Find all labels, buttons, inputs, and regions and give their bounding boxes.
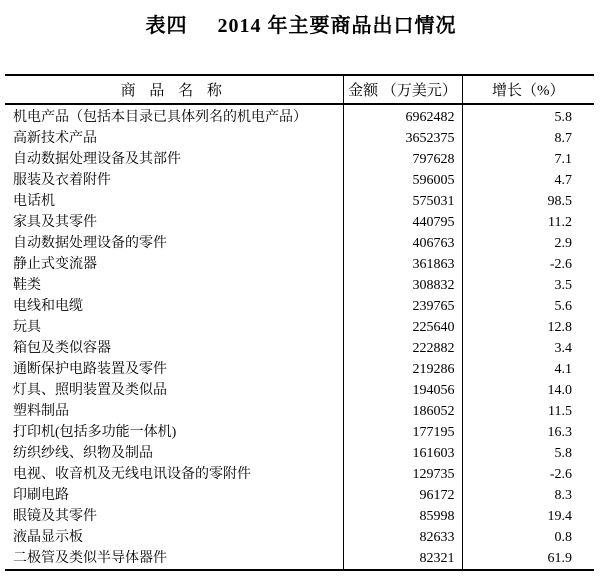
amount-value: 797628 <box>343 149 462 170</box>
table-row <box>5 338 594 359</box>
document-page <box>0 14 602 586</box>
table-row <box>5 548 594 570</box>
commodity-name: 电线和电缆 <box>13 299 83 314</box>
amount-value: 3652375 <box>343 128 462 149</box>
growth-value: 61.9 <box>462 548 594 570</box>
growth-value: 5.6 <box>462 296 594 317</box>
table-row <box>5 422 594 443</box>
commodity-name: 玩具 <box>13 320 41 335</box>
amount-value: 85998 <box>343 506 462 527</box>
commodity-name: 电视、收音机及无线电讯设备的零附件 <box>13 467 251 482</box>
table-row <box>5 464 594 485</box>
amount-value: 596005 <box>343 170 462 191</box>
amount-value: 440795 <box>343 212 462 233</box>
growth-value: 12.8 <box>462 317 594 338</box>
growth-value: 16.3 <box>462 422 594 443</box>
table-title-text: 2014 年主要商品出口情况 <box>217 15 457 37</box>
table-row <box>5 149 594 170</box>
commodity-name: 高新技术产品 <box>13 131 97 146</box>
commodity-name: 家具及其零件 <box>13 215 97 230</box>
commodity-name: 塑料制品 <box>13 404 69 419</box>
growth-value: 3.5 <box>462 275 594 296</box>
growth-value: 2.9 <box>462 233 594 254</box>
amount-value: 82633 <box>343 527 462 548</box>
amount-value: 161603 <box>343 443 462 464</box>
header-growth: 增长（%） <box>462 75 594 104</box>
commodity-name: 通断保护电路装置及零件 <box>13 362 167 377</box>
growth-value: -2.6 <box>462 254 594 275</box>
growth-value: 14.0 <box>462 380 594 401</box>
amount-value: 222882 <box>343 338 462 359</box>
amount-value: 225640 <box>343 317 462 338</box>
table-row <box>5 380 594 401</box>
amount-value: 6962482 <box>343 104 462 128</box>
growth-value: 11.5 <box>462 401 594 422</box>
amount-value: 186052 <box>343 401 462 422</box>
growth-value: 8.3 <box>462 485 594 506</box>
growth-value: -2.6 <box>462 464 594 485</box>
amount-value: 361863 <box>343 254 462 275</box>
table-header <box>5 75 594 104</box>
table-row <box>5 233 594 254</box>
commodity-name: 箱包及类似容器 <box>13 341 111 356</box>
commodity-name: 自动数据处理设备的零件 <box>13 236 167 251</box>
amount-value: 406763 <box>343 233 462 254</box>
commodity-name: 服装及衣着附件 <box>13 173 111 188</box>
growth-value: 11.2 <box>462 212 594 233</box>
table-row <box>5 104 594 128</box>
commodity-name: 静止式变流器 <box>13 257 97 272</box>
table-row <box>5 527 594 548</box>
commodity-name: 纺织纱线、织物及制品 <box>13 446 153 461</box>
commodity-name: 自动数据处理设备及其部件 <box>13 152 181 167</box>
commodity-name: 机电产品（包括本目录已具体列名的机电产品） <box>13 110 307 125</box>
growth-value: 98.5 <box>462 191 594 212</box>
table-row <box>5 443 594 464</box>
growth-value: 7.1 <box>462 149 594 170</box>
amount-value: 129735 <box>343 464 462 485</box>
commodity-name: 鞋类 <box>13 278 41 293</box>
table-row <box>5 401 594 422</box>
commodity-name: 打印机(包括多功能一体机) <box>13 425 177 440</box>
table-row <box>5 359 594 380</box>
growth-value: 8.7 <box>462 128 594 149</box>
growth-value: 4.1 <box>462 359 594 380</box>
header-amount: 金额 （万美元） <box>343 75 462 104</box>
table-row <box>5 191 594 212</box>
table-row <box>5 212 594 233</box>
export-table <box>5 74 594 571</box>
table-row <box>5 275 594 296</box>
growth-value: 3.4 <box>462 338 594 359</box>
table-row <box>5 296 594 317</box>
table-row <box>5 317 594 338</box>
header-row <box>5 75 594 104</box>
table-row <box>5 170 594 191</box>
table-row <box>5 128 594 149</box>
table-row <box>5 506 594 527</box>
table-row <box>5 485 594 506</box>
amount-value: 177195 <box>343 422 462 443</box>
table-row <box>5 254 594 275</box>
commodity-name: 灯具、照明装置及类似品 <box>13 383 167 398</box>
growth-value: 19.4 <box>462 506 594 527</box>
growth-value: 4.7 <box>462 170 594 191</box>
header-commodity-name: 商 品 名 称 <box>5 75 343 104</box>
growth-value: 0.8 <box>462 527 594 548</box>
amount-value: 96172 <box>343 485 462 506</box>
table-number-label: 表四 <box>145 15 188 37</box>
amount-value: 308832 <box>343 275 462 296</box>
page-title <box>0 14 602 38</box>
amount-value: 194056 <box>343 380 462 401</box>
amount-value: 239765 <box>343 296 462 317</box>
commodity-name: 液晶显示板 <box>13 530 83 545</box>
commodity-name: 印刷电路 <box>13 488 69 503</box>
amount-value: 575031 <box>343 191 462 212</box>
amount-value: 219286 <box>343 359 462 380</box>
commodity-name: 电话机 <box>13 194 55 209</box>
growth-value: 5.8 <box>462 104 594 128</box>
commodity-name: 二极管及类似半导体器件 <box>13 551 167 566</box>
growth-value: 5.8 <box>462 443 594 464</box>
table-body <box>5 104 594 570</box>
amount-value: 82321 <box>343 548 462 570</box>
commodity-name: 眼镜及其零件 <box>13 509 97 524</box>
